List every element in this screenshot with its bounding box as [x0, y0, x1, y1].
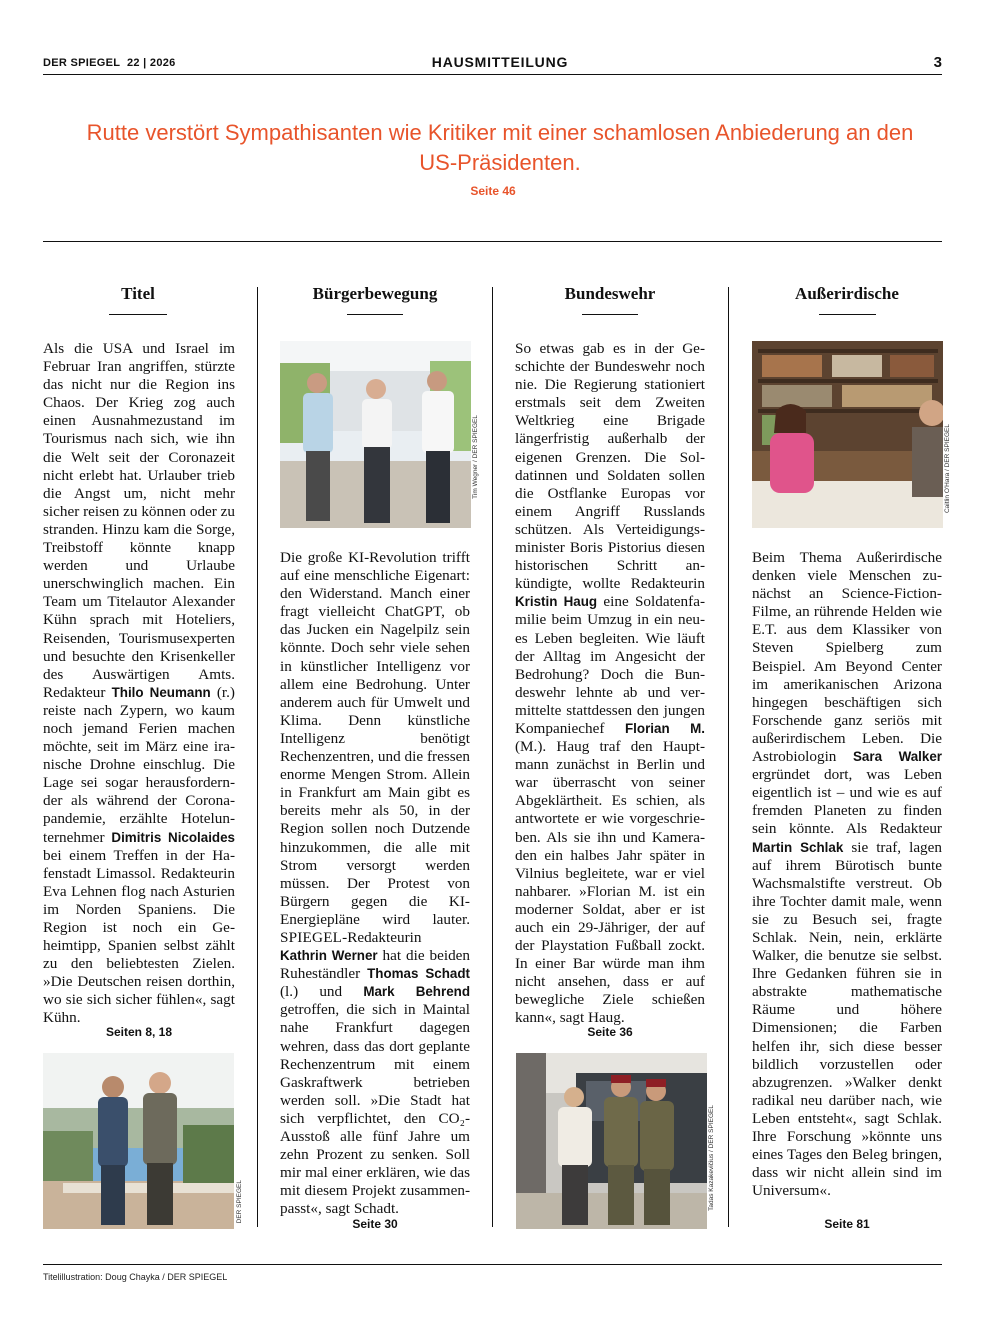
column-separator — [257, 287, 258, 1227]
magazine-name: DER SPIEGEL — [43, 57, 121, 69]
lead-quote: Rutte verstört Sympathisanten wie Kritiker mit einer schamlosen Anbiederung an den US-Präsidenten. — [86, 120, 914, 175]
person-name: Thomas Schadt — [367, 966, 470, 982]
person-name: Martin Schlak — [752, 839, 844, 855]
photo-credit: Caitlin O'Hara / DER SPIEGEL — [944, 424, 951, 514]
section-divider — [43, 241, 942, 242]
photo-soldiers — [516, 1053, 707, 1229]
person-name: Kathrin Werner — [280, 948, 378, 964]
column-heading-bundeswehr: Bundeswehr — [564, 284, 656, 303]
column-separator — [728, 287, 729, 1227]
article-text-titel: Als die USA und Israel im Februar Iran angriffen, stürzte das nicht nur die Region ins Chaos. Der Krieg zog auch einen Ausnahmezustand im Tourismus nach sich, wie ihn die Welt seit der Coronazeit nicht erlebt hat. Urlauber trieb die Angst um, nicht mehr sicher reisen zu können oder zu stranden. Hinzu kam die Sorge, Treibstoff könnte knapp werden und Urlaube unerschwinglich machen. Ein Team um Titelautor Alexander Kühn sprach mit Hoteliers, Reisenden, Tourismusexperten und besuchte den Krisenkeller des Auswärtigen Amts. Redakteur Thilo Neumann (r.) reiste nach Zypern, wo kaum noch jemand Ferien machen möchte, seit im März eine iranische Drohne einschlug. Die Lage sei sogar herausfordernder als während der Coronapandemie, erzählte Hotelunternehmer Dimitris Nicolaides bei einem Treffen in der Hafenstadt Limassol. Redakteurin Eva Lehnen flog nach Asturien im Norden Spaniens. Die Region ist noch ein Geheimtipp, Spanien selbst zählt zu den beliebtesten Zielen. »Die Deutschen reisen dorthin, wo sie sich sicher fühlen«, sagt Kühn. — [43, 340, 236, 1027]
page-number: 3 — [933, 54, 942, 71]
page-reference: Seite 30 — [352, 1217, 398, 1231]
column-heading-titel: Titel — [121, 284, 155, 303]
cover-illustration-credit: Titelillustration: Doug Chayka / DER SPIEGEL — [43, 1272, 228, 1282]
person-name: Dimitris Nicolaides — [111, 829, 236, 845]
heading-underline — [582, 314, 638, 315]
footer-divider — [43, 1264, 942, 1265]
photo-credit: Tim Wegner / DER SPIEGEL — [472, 415, 479, 499]
column-heading-buergerbewegung: Bürgerbewegung — [312, 284, 438, 303]
photo-astrobiologist — [752, 341, 943, 528]
person-name: Florian M. — [624, 720, 705, 736]
issue-number: 22 | 2026 — [126, 57, 176, 69]
photo-credit: DER SPIEGEL — [236, 1180, 243, 1224]
person-name: Kristin Haug — [515, 594, 598, 610]
heading-underline — [347, 314, 403, 315]
heading-underline — [109, 314, 167, 315]
person-name: Mark Behrend — [363, 984, 471, 1000]
person-name: Thilo Neumann — [111, 684, 211, 700]
lead-quote-reference: Seite 46 — [470, 184, 516, 198]
photo-hoteliers — [43, 1053, 234, 1229]
column-heading-ausserirdische: Außerirdische — [795, 284, 899, 303]
page-reference: Seite 81 — [824, 1217, 870, 1231]
page-reference: Seiten 8, 18 — [105, 1025, 173, 1039]
heading-underline — [819, 314, 876, 315]
person-name: Sara Walker — [853, 749, 942, 765]
article-text-buergerbewegung: Die große KI-Revolution trifft auf eine menschliche Eigenart: den Widerstand. Manch einer fragt vielleicht ChatGPT, ob das Jucken ein Nagelpilz sein könnte. Doch sehr viele sehen in künstlicher Intelligenz vor allem eine Bedrohung. Unter anderem auch für Umwelt und Klima. Denn künstliche Intelligenz benötigt Rechenzentren, und die fressen enorme Mengen Strom. Allein in Frankfurt am Main gibt es bereits mehr als 50, in der Region sollen noch Dutzende hinzukommen, die alle mit Strom versorgt werden müssen. Der Protest von Bürgern gegen die KI-Energiepläne wird lauter. SPIEGEL-Redakteurin Kathrin Werner hat die beiden Ruheständler Thomas Schadt (l.) und Mark Behrend getroffen, die sich in Maintal nahe Frankfurt dagegen wehren, dass das dort geplante Rechenzentrum mit einem Gaskraftwerk betrieben werden soll. »Die Stadt hat sich verpflichtet, den CO₂-Ausstoß alle fünf Jahre um zehn Prozent zu senken. Soll mir mal einer erklären, wie das mit diesem Projekt zusammenpasst«, sagt Schadt. — [280, 549, 471, 1218]
column-separator — [492, 287, 493, 1227]
article-text-bundeswehr: So etwas gab es in der Geschichte der Bundeswehr noch nie. Die Regierung stationiert erstmals seit dem Zweiten Weltkrieg eine Brigade längerfristig außerhalb der eigenen Grenzen. Die Soldatinnen und Soldaten sollen die Ostflanke Europas vor einem Angriff Russlands schützen. Als Verteidigungsminister Boris Pistorius diesen historischen Schritt ankündigte, wollte Redakteurin Kristin Haug eine Soldatenfamilie beim Umzug in ein neues Leben begleiten. Wie läuft der Alltag im Angesicht der Bedrohung? Doch die Bundeswehr lehnte ab und vermittelte stattdessen den jungen Kompaniechef Florian M. (M.). Haug traf den Hauptmann zunächst in Berlin und war überrascht von seiner Abgeklärtheit. Es schien, als antwortete er wie vorgeschrieben. Als sie ihn und Kameraden ein halbes Jahr später in Vilnius begleitete, war er viel nahbarer. »Florian M. ist ein moderner Soldat, aber er ist auch ein 29-Jähriger, der auf der Playstation Fußball zockt. In einer Bar würde man ihm nicht ansehen, dass er auf bewegliche Ziele schießen kann«, sagt Haug. — [515, 340, 705, 1027]
section-title: HAUSMITTEILUNG — [431, 54, 569, 70]
header-divider — [43, 74, 942, 75]
article-text-ausserirdische: Beim Thema Außerirdische denken viele Menschen zunächst an Science-Fiction-Filme, an rührende Helden wie E.T. aus dem Klassiker von Steven Spielberg zum Beispiel. Am Beyond Center im amerikanischen Arizona hingegen beschäftigen sich Forschende ganz seriös mit außerirdischem Leben. Die Astrobiologin Sara Walker ergründet dort, was Leben eigentlich ist – und wie es auf fremden Planeten zu finden sein könnte. Als Redakteur Martin Schlak sie traf, lagen auf ihrem Bürotisch bunte Wachsmalstifte verstreut. Ob ihre Tochter damit male, wenn sie zu Besuch sei, fragte Schlak. Nein, nein, erklärte Walker, die benutze sie selbst. Ihre Gedanken führen sie in abstrakte mathematische Räume und höhere Dimensionen; die Farben helfen ihr, sich diese besser bildlich vorzustellen oder abzugrenzen. »Walker denkt radikal neu darüber nach, wie Leben entsteht«, sagt Schlak. Ihre Forschung »könnte uns eines Tages den Beleg bringen, dass wir nicht allein sind im Universum«. — [752, 549, 942, 1200]
photo-protesters — [280, 341, 471, 528]
photo-credit: Tadas Kazakevičius / DER SPIEGEL — [708, 1105, 715, 1211]
page-reference: Seite 36 — [587, 1025, 633, 1039]
